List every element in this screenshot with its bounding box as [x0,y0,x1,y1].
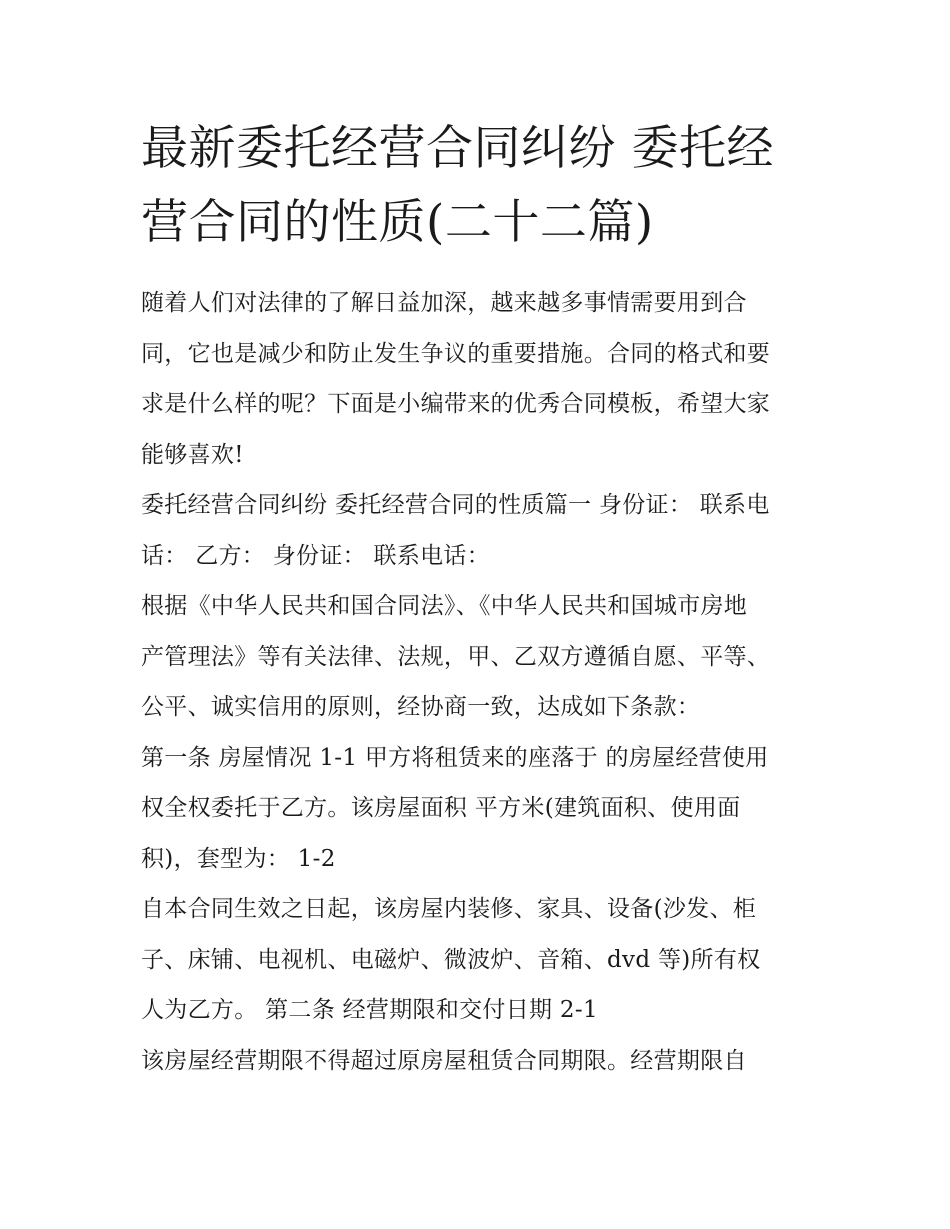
text-line: 第一条 房屋情况 1-1 甲方将租赁来的座落于 的房屋经营使用 [141,744,769,771]
furnishing-paragraph [141,884,813,1036]
text-line: 子、床铺、电视机、电磁炉、微波炉、音箱、dvd 等)所有权 [141,946,761,973]
term-paragraph [141,1036,813,1087]
title-line-1: 最新委托经营合同纠纷 委托经 [141,121,774,176]
text-line: 自本合同生效之日起，该房屋内装修、家具、设备(沙发、柜 [141,896,757,922]
legal-basis-paragraph [141,581,813,733]
text-line: 随着人们对法律的了解日益加深，越来越多事情需要用到合 [141,290,747,316]
document-body [141,112,813,1086]
text-line: 根据《中华人民共和国合同法》、《中华人民共和国城市房地 [141,593,748,619]
text-line: 同，它也是减少和防止发生争议的重要措施。合同的格式和要 [141,340,771,367]
text-line: 权全权委托于乙方。该房屋面积 平方米(建筑面积、使用面 [141,795,741,821]
text-line: 产管理法》等有关法律、法规，甲、乙双方遵循自愿、平等、 [141,643,771,670]
text-line: 求是什么样的呢？下面是小编带来的优秀合同模板，希望大家 [141,391,771,417]
text-line: 公平、诚实信用的原则，经协商一致，达成如下条款： [141,694,701,720]
intro-paragraph [141,278,813,480]
text-line: 委托经营合同纠纷 委托经营合同的性质篇一 身份证： 联系电 [141,492,770,518]
parties-paragraph [141,480,813,581]
text-line: 该房屋经营期限不得超过原房屋租赁合同期限。经营期限自 [141,1047,747,1074]
text-line: 积)，套型为： 1-2 [141,845,336,872]
title-line-2: 营合同的性质(二十二篇) [141,195,654,250]
document-title [141,112,813,260]
text-line: 人为乙方。 第二条 经营期限和交付日期 2-1 [141,997,598,1023]
text-line: 能够喜欢! [141,441,244,468]
text-line: 话： 乙方： 身份证： 联系电话： [141,542,491,569]
article-one-paragraph [141,733,813,885]
